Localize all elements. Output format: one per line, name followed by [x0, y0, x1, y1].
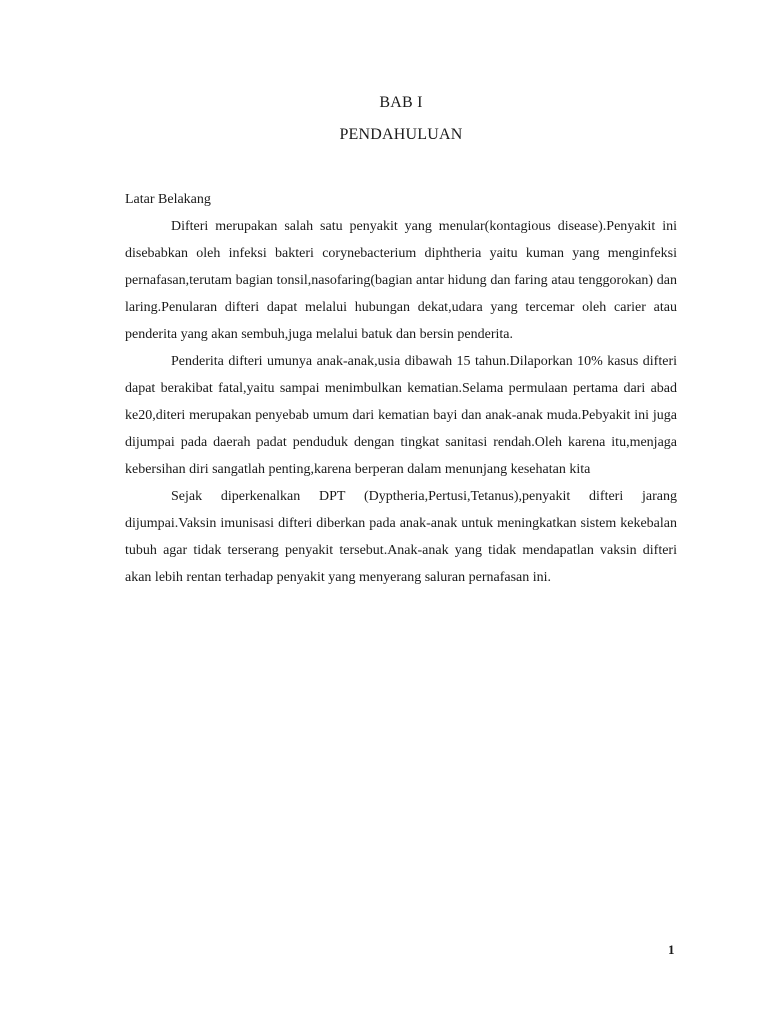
chapter-title: PENDAHULUAN — [339, 126, 463, 143]
document-body — [125, 186, 677, 591]
chapter-number: BAB I — [379, 94, 423, 111]
section-heading: Latar Belakang — [125, 192, 211, 207]
paragraph-2: Penderita difteri umunya anak-anak,usia dibawah 15 tahun.Dilaporkan 10% kasus difteri dapat berakibat fatal,yaitu sampai menimbulkan kematian.Selama permulaan pertama dari abad ke20,diteri merupakan penyebab umum dari kematian bayi dan anak-anak muda.Pebyakit ini juga dijumpai pada daerah padat penduduk dengan tingkat sanitasi rendah.Oleh karena itu,menjaga kebersihan diri sangatlah penting,karena berperan dalam menunjang kesehatan kita — [125, 354, 677, 477]
paragraph-1: Difteri merupakan salah satu penyakit yang menular(kontagious disease).Penyakit ini disebabkan oleh infeksi bakteri corynebacterium diphtheria yaitu kuman yang menginfeksi pernafasan,terutam bagian tonsil,nasofaring(bagian antar hidung dan faring atau tenggorokan) dan laring.Penularan difteri dapat melalui hubungan dekat,udara yang tercemar oleh carier atau penderita yang akan sembuh,juga melalui batuk dan bersin penderita. — [125, 219, 677, 342]
page-number: 1 — [668, 942, 675, 957]
paragraph-3: Sejak diperkenalkan DPT (Dyptheria,Pertusi,Tetanus),penyakit difteri jarang dijumpai.Vaksin imunisasi difteri diberkan pada anak-anak untuk meningkatkan sistem kekebalan tubuh agar tidak terserang penyakit tersebut.Anak-anak yang tidak mendapatlan vaksin difteri akan lebih rentan terhadap penyakit yang menyerang saluran pernafasan ini. — [125, 489, 677, 585]
